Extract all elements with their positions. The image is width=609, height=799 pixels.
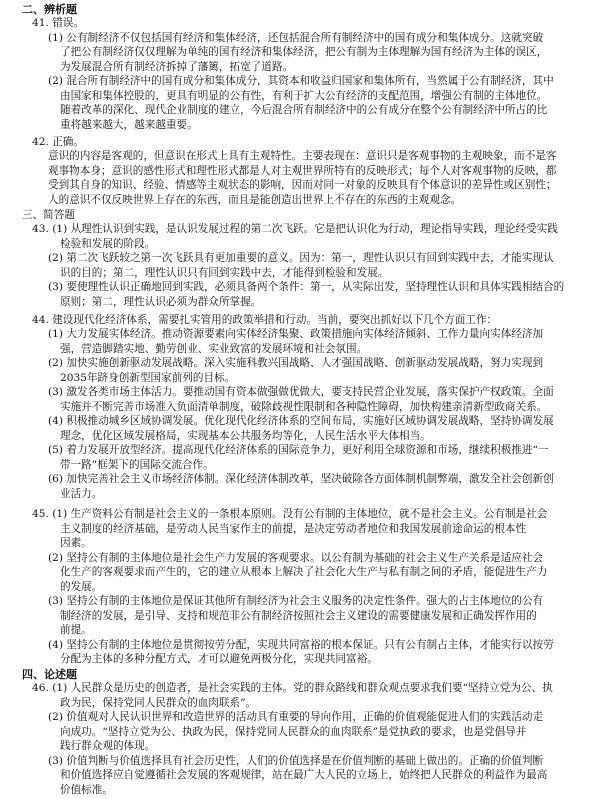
q44-point5-line1: (5) 着力发展开放型经济。提高现代化经济体系的国际竞争力，更好利用全球资源和市场，继续积极推进“一	[48, 444, 549, 456]
q44-point4-line1: (4) 积极推动城乡区域协调发展。优化现代化经济体系的空间布局，实施好区域协调发展战略，坚持协调发展	[48, 415, 554, 427]
q45-point2-line2: 化生产的客观要求而产生的，它的建立从根本上解决了社会化大生产与私有制之间的矛盾，能促进生产力	[60, 566, 548, 578]
q41-point2-line3: 随着改革的深化、现代企业制度的建立，今后混合所有制经济中的公有成分在整个公有制经济中所占的比	[60, 104, 548, 116]
q43-point3-line2: 原则；第二，理性认识必须为群众所掌握。	[60, 296, 262, 308]
q44-intro: 44. 建设现代化经济体系，需要扎实管用的政策举措和行动。当前，要突出抓好以下几个方面工作：	[32, 314, 498, 326]
q46-point3-line2: 和价值选择应自觉遵循社会发展的客观规律，站在最广大人民的立场上，始终把人民群众的利益作为最高	[60, 769, 548, 781]
q44-point3-line2: 实施并不断完善市场准入负面清单制度，破除歧视性限制和各种隐性障碍，加快构建亲清新型政商关系。	[60, 401, 548, 413]
q41-point1-line2: 了把公有制经济仅仅理解为单纯的国有经济和集体经济，把公有制为主体理解为国有经济为主体的误区，	[60, 46, 548, 58]
q41-point1-line3: 为发展混合所有制经济拆掉了藩篱，拓宽了道路。	[60, 61, 294, 73]
q46-point3-line3: 价值标准。	[60, 784, 113, 796]
q46-point1-line1: 46. (1) 人民群众是历史的创造者，是社会实践的主体。党的群众路线和群众观点要求我们要“坚持立党为公、执	[32, 682, 553, 694]
q45-point3-line1: (3) 坚持公有制的主体地位是保证其他所有制经济为社会主义服务的决定性条件。强大的占主体地位的公有	[48, 595, 544, 607]
q42-text-line2: 观事物本身；意识的感性形式和理性形式都是人对主观世界所特有的反映形式；每个人对客观事物的反映，都	[48, 165, 557, 177]
q41-point2-line1: (2) 混合所有制经济中的国有成分和集体成分，其资本和收益归国家和集体所有，当然属于公有制经济，其中	[48, 75, 554, 87]
q46-point2-line3: 践行群众观的体现。	[60, 740, 156, 752]
q45-point3-line3: 前提。	[60, 624, 92, 636]
section-heading-essay: 四、论述题	[22, 668, 77, 681]
q44-point1-line2: 强，营造脚踏实地、勤劳创业、实业致富的发展环境和社会氛围。	[60, 343, 368, 355]
q46-point1-line2: 政为民，保持党同人民群众的血肉联系”。	[60, 697, 257, 709]
q41-point2-line4: 重将越来越大，越来越重要。	[60, 119, 198, 131]
q42-text-line3: 受到其自身的知识、经验、情感等主观状态的影响，因而对同一对象的反映具有个体意识的差异性或区别性；	[48, 179, 557, 191]
q43-point1-line1: 43. (1) 从理性认识到实践，是认识发展过程的第二次飞跃。它是把认识化为行动，理论指导实践，理论经受实践	[32, 223, 558, 235]
q41-point2-line2: 由国家和集体控股的，更具有明显的公有性，有利于扩大公有经济的支配范围，增强公有制的主体地位。	[60, 90, 548, 102]
q46-point2-line2: 向成功。“坚持立党为公、执政为民，保持党同人民群众的血肉联系”是党执政的要求，也是党倡导并	[60, 726, 527, 738]
q42-answer-label: 42. 正确。	[32, 136, 84, 148]
q44-point6-line2: 业活力。	[60, 488, 103, 500]
q45-point3-line2: 制经济的发展，是引导、支持和规范非公有制经济按照社会主义建设的需要健康发展和正确发挥作用的	[60, 610, 537, 622]
q45-point4-line2: 分配为主体的多种分配方式，才可以避免两极分化，实现共同富裕。	[60, 653, 378, 665]
q44-point3-line1: (3) 激发各类市场主体活力。要推动国有资本做强做优做大，要支持民营企业发展，落实保护产权政策。全面	[48, 386, 554, 398]
q45-point1-line1: 45. (1) 生产资料公有制是社会主义的一条根本原则。没有公有制的主体地位，就不是社会主义。公有制是社会	[32, 508, 548, 520]
q45-point1-line2: 主义制度的经济基础，是劳动人民当家作主的前提，是决定劳动者地位和我国发展前途命运的根本性	[60, 523, 527, 535]
q44-point6-line1: (6) 加快完善社会主义市场经济体制。深化经济体制改革，坚决破除各方面体制机制弊端，激发全社会创新创	[48, 473, 554, 485]
q44-point2-line1: (2) 加快实施创新驱动发展战略。深入实施科教兴国战略、人才强国战略、创新驱动发展战略，努力实现到	[48, 357, 544, 369]
q42-text-line4: 人的意识不仅反映世界上存在的东西，而且是能创造出世界上不存在的东西的主观观念。	[48, 194, 462, 206]
q45-point2-line1: (2) 坚持公有制的主体地位是社会生产力发展的客观要求。以公有制为基础的社会主义生产关系是适应社会	[48, 552, 544, 564]
q44-point2-line2: 2035年跻身创新型国家前列的目标。	[60, 372, 236, 384]
q44-point1-line1: (1) 大力发展实体经济。推动资源要素向实体经济集聚、政策措施向实体经济倾斜、工作力量向实体经济加	[48, 328, 544, 340]
q41-point1-line1: (1) 公有制经济不仅包括国有经济和集体经济，还包括混合所有制经济中的国有成分和集体成分。这就突破	[48, 32, 544, 44]
q43-point2-line1: (2) 第二次飞跃较之第一次飞跃具有更加重要的意义。因为：第一，理性认识只有回到实践中去，才能实现认	[48, 252, 554, 264]
q43-point2-line2: 识的目的；第二，理性认识只有回到实践中去，才能得到检验和发展。	[60, 267, 389, 279]
section-heading-discrimination: 二、辨析题	[22, 3, 77, 16]
q44-point5-line2: 带一路”框架下的国际交流合作。	[60, 459, 214, 471]
q42-text-line1: 意识的内容是客观的，但意识在形式上具有主观特性。主要表现在：意识只是客观事物的主观映象，而不是客	[48, 150, 557, 162]
q45-point2-line3: 的发展。	[60, 581, 103, 593]
q41-answer-label: 41. 错误。	[32, 17, 84, 29]
q46-point2-line1: (2) 价值观对人民认识世界和改造世界的活动具有重要的导向作用，正确的价值观能促进人们的实践活动走	[48, 711, 544, 723]
q44-point4-line2: 理念，优化区域发展格局，实现基本公共服务均等化，人民生活水平大体相当。	[60, 430, 431, 442]
q43-point1-line2: 检验和发展的阶段。	[60, 238, 156, 250]
q43-point3-line1: (3) 要使理性认识正确地回到实践，必须具备两个条件：第一，从实际出发，坚持理性认识和具体实践相结合的	[48, 281, 565, 293]
q45-point4-line1: (4) 坚持公有制的主体地位是贯彻按劳分配，实现共同富裕的根本保证。只有公有制占主体，才能实行以按劳	[48, 639, 554, 651]
q46-point3-line1: (3) 价值判断与价值选择具有社会历史性，人们的价值选择是在价值判断的基础上做出的。正确的价值判断	[48, 755, 544, 767]
q45-point1-line3: 因素。	[60, 537, 92, 549]
section-heading-short-answer: 三、简答题	[22, 209, 75, 221]
